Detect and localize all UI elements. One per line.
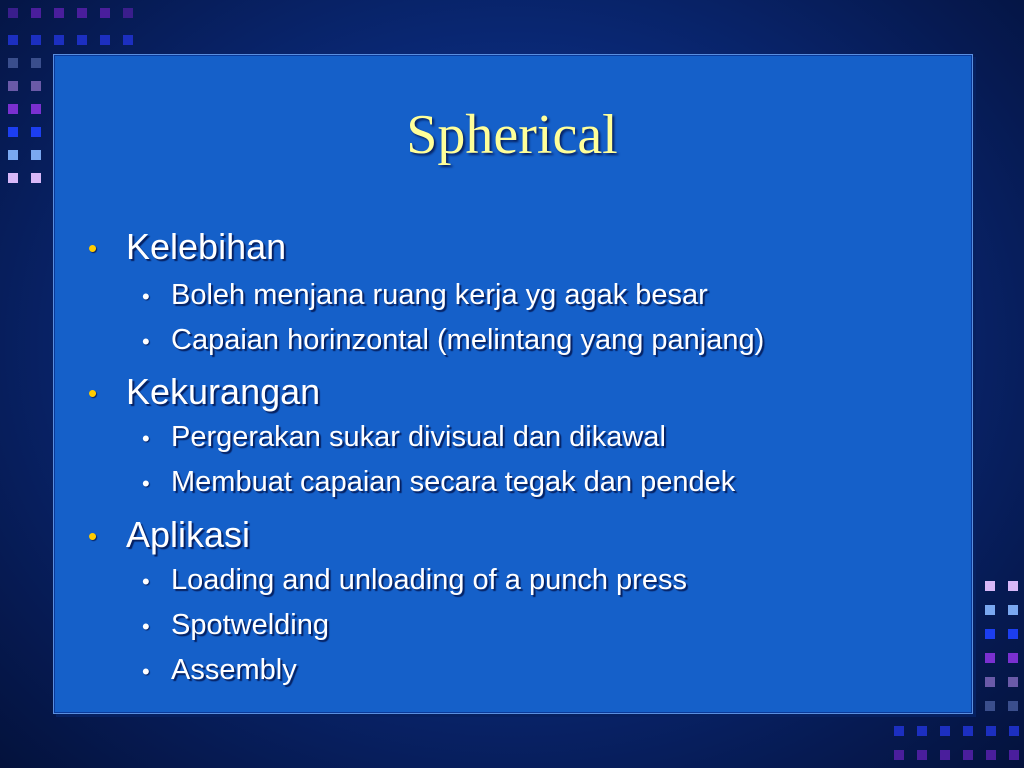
list-item: Membuat capaian secara tegak dan pendek — [171, 466, 736, 498]
list-item: Boleh menjana ruang kerja yg agak besar — [171, 279, 708, 311]
section-heading-kekurangan: Kekurangan — [126, 371, 321, 412]
list-item: Spotwelding — [171, 609, 329, 641]
list-item: Pergerakan sukar divisual dan dikawal — [171, 421, 666, 453]
bullet-level2: • — [142, 329, 150, 354]
bullet-level2: • — [142, 614, 150, 639]
section-heading-kelebihan: Kelebihan — [126, 226, 287, 267]
bullet-level1: • — [88, 521, 98, 551]
bullet-level2: • — [142, 659, 150, 684]
list-item: Capaian horinzontal (melintang yang panjang) — [171, 324, 765, 356]
slide-title: Spherical — [406, 104, 618, 166]
bullet-level1: • — [88, 233, 98, 263]
bullet-level2: • — [142, 284, 150, 309]
list-item: Loading and unloading of a punch press — [171, 564, 687, 596]
bullet-level2: • — [142, 569, 150, 594]
section-heading-aplikasi: Aplikasi — [126, 514, 251, 555]
bullet-level1: • — [88, 378, 98, 408]
bullet-level2: • — [142, 471, 150, 496]
bullet-level2: • — [142, 426, 150, 451]
list-item: Assembly — [171, 654, 297, 686]
